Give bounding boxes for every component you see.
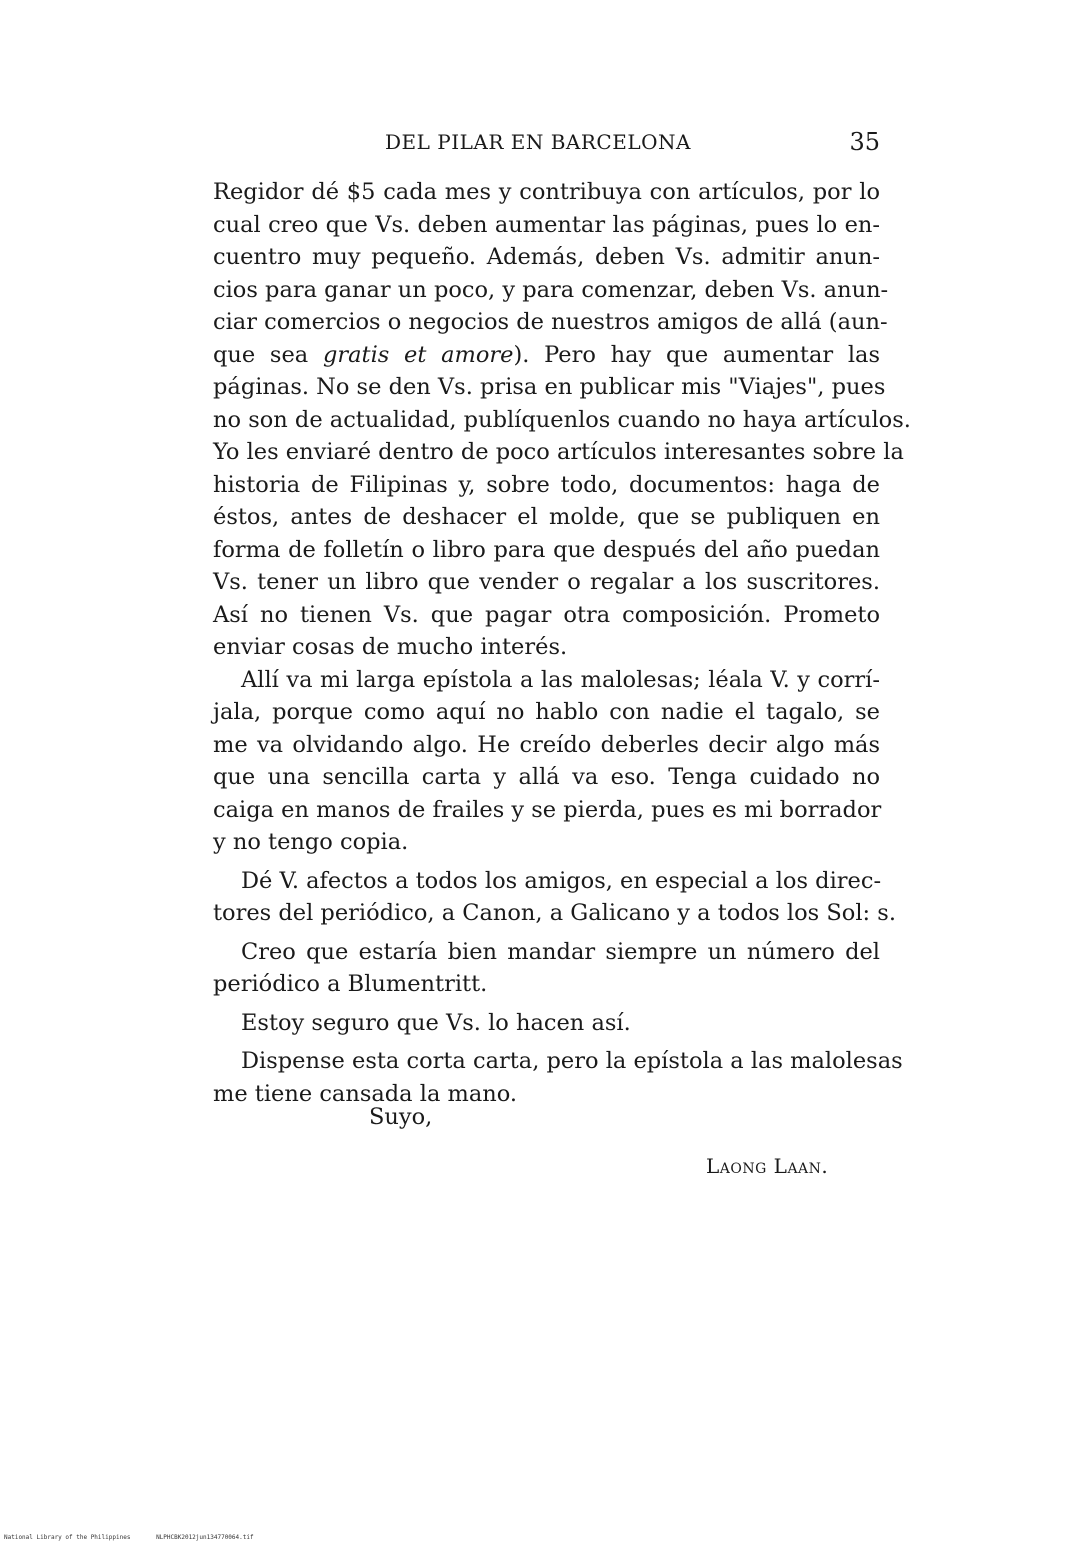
text-line: forma de folletín o libro para que después del año puedan [213,536,880,563]
scan-footer [4,1534,276,1541]
text-line: y no tengo copia. [213,829,409,855]
text-line: ciar comercios o negocios de nuestros amigos de allá (aun- [213,309,888,335]
closing-salutation: Suyo, [369,1104,433,1130]
signature: Laong Laan. [706,1154,829,1178]
text-line: me va olvidando algo. He creído deberles decir algo más [213,731,880,758]
text-line: Regidor dé $5 cada mes y contribuya con artículos, por lo [213,179,880,205]
running-head [215,130,880,160]
text-line: Yo les enviaré dentro de poco artículos interesantes sobre la [213,439,904,465]
text-line: enviar cosas de mucho interés. [213,634,568,660]
footer-file-id: NLPHCBK2012jun134770064.tif [156,1534,254,1541]
text-line-mixed [213,339,880,372]
text-line: cual creo que Vs. deben aumentar las páginas, pues lo en- [213,211,880,238]
text-line: éstos, antes de deshacer el molde, que se publiquen en [213,504,880,530]
text-line: Vs. tener un libro que vender o regalar a los suscritores. [213,569,880,595]
text-line: caiga en manos de frailes y se pierda, pues es mi borrador [213,796,882,823]
text-line: cios para ganar un poco, y para comenzar, deben Vs. anun- [213,276,889,303]
page-number: 35 [849,128,880,156]
running-title: DEL PILAR EN BARCELONA [385,130,691,154]
text-line: no son de actualidad, publíquenlos cuando no haya artículos. [213,406,911,433]
text-line: Dispense esta corta carta, pero la epístola a las malolesas [241,1048,903,1074]
text-line: Creo que estaría bien mandar siempre un número del [241,938,880,965]
text-line: me tiene cansada la mano. [213,1080,518,1107]
text-line: páginas. No se den Vs. prisa en publicar mis "Viajes", pues [213,374,886,400]
text-line: Dé V. afectos a todos los amigos, en especial a los direc- [241,867,882,894]
text-line: Allí va mi larga epístola a las malolesas; léala V. y corrí- [241,666,880,693]
text-line: jala, porque como aquí no hablo con nadie el tagalo, se [213,699,880,725]
text-line: historia de Filipinas y, sobre todo, documentos: haga de [213,471,880,498]
text-fragment: ). Pero hay que aumentar las [513,341,881,368]
text-line: periódico a Blumentritt. [213,971,488,997]
text-line: Estoy seguro que Vs. lo hacen así. [241,1009,631,1036]
text-line: tores del periódico, a Canon, a Galicano y a todos los Sol: s. [213,900,896,926]
body-text [213,176,911,1110]
footer-source: National Library of the Philippines [4,1534,131,1541]
text-line: cuentro muy pequeño. Además, deben Vs. admitir anun- [213,244,880,270]
italic-phrase: gratis et amore [322,341,514,368]
text-line: Así no tienen Vs. que pagar otra composición. Prometo [213,601,880,628]
text-line: que una sencilla carta y allá va eso. Tenga cuidado no [213,764,880,790]
text-fragment: que sea [213,341,309,368]
